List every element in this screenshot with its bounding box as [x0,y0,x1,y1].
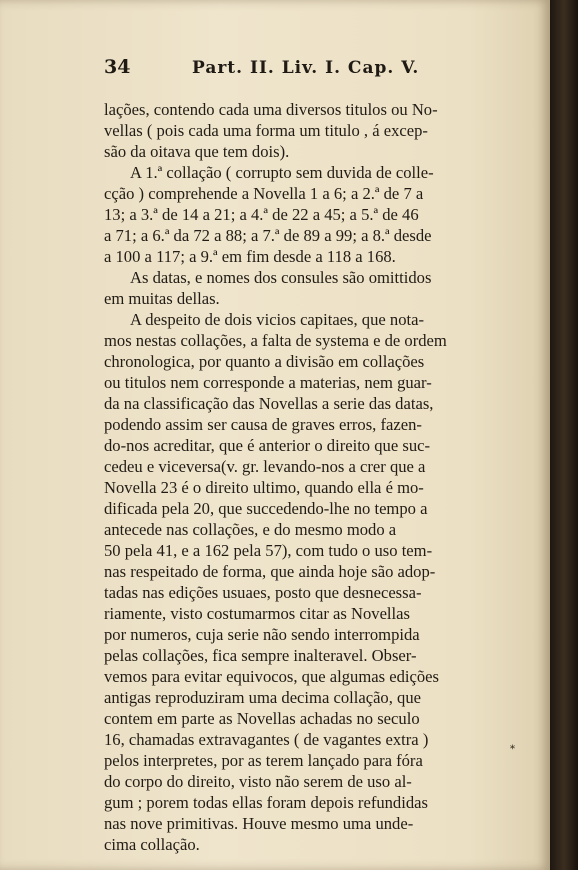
book-spine-edge [550,0,578,870]
text-line: pelas collações, fica sempre inalteravel. Obser- [104,646,417,665]
page-header [104,56,504,80]
text-line: A despeito de dois vicios capitaes, que nota- [130,310,425,329]
text-line: cção ) comprehende a Novella 1 a 6; a 2.ª de 7 a [104,184,424,203]
text-line: nas nove primitivas. Houve mesmo uma unde- [104,814,414,833]
text-line: 50 pela 41, e a 162 pela 57), com tudo o uso tem- [104,541,433,560]
text-line: contem em parte as Novellas achadas no seculo [104,709,420,728]
text-line: Novella 23 é o direito ultimo, quando ella é mo- [104,478,424,497]
text-line: cedeu e viceversa(v. gr. levando-nos a crer que a [104,457,426,476]
text-line: vellas ( pois cada uma forma um titulo , á excep- [104,121,428,140]
margin-asterisk: * [510,744,515,755]
body-text [104,99,486,855]
text-line: ou titulos nem corresponde a materias, nem guar- [104,373,432,392]
text-line: chronologica, por quanto a divisão em collações [104,352,425,371]
text-line: tadas nas edições usuaes, posto que desnecessa- [104,583,422,602]
text-line: antecede nas collações, e do mesmo modo a [104,520,397,539]
text-line: gum ; porem todas ellas foram depois refundidas [104,793,428,812]
text-line: riamente, visto costumarmos citar as Novellas [104,604,410,623]
text-line: pelos interpretes, por as terem lançado para fóra [104,751,423,770]
text-line: dificada pela 20, que succedendo-lhe no tempo a [104,499,428,518]
page-number: 34 [104,56,131,78]
text-line: A 1.ª collação ( corrupto sem duvida de colle- [130,163,434,182]
text-line: antigas reproduziram uma decima collação, que [104,688,421,707]
text-line: a 71; a 6.ª da 72 a 88; a 7.ª de 89 a 99; a 8.ª desde [104,226,432,245]
text-line: da na classificação das Novellas a serie das datas, [104,394,434,413]
text-line: lações, contendo cada uma diversos titulos ou No- [104,100,438,119]
running-title: Part. II. Liv. I. Cap. V. [192,58,420,78]
text-line: em muitas dellas. [104,289,220,308]
text-line: por numeros, cuja serie não sendo interrompida [104,625,420,644]
text-line: do corpo do direito, visto não serem de uso al- [104,772,412,791]
text-line: nas respeitado de forma, que ainda hoje são adop- [104,562,436,581]
text-line: do-nos acreditar, que é anterior o direito que suc- [104,436,431,455]
text-line: cima collação. [104,835,200,854]
text-line: mos nestas collações, a falta de systema e de ordem [104,331,447,350]
text-line: 16, chamadas extravagantes ( de vagantes extra ) [104,730,429,749]
text-line: As datas, e nomes dos consules são omittidos [130,268,432,287]
text-line: vemos para evitar equivocos, que algumas edições [104,667,439,686]
text-line: 13; a 3.ª de 14 a 21; a 4.ª de 22 a 45; a 5.ª de 46 [104,205,419,224]
text-line: são da oitava que tem dois). [104,142,290,161]
text-line: a 100 a 117; a 9.ª em fim desde a 118 a 168. [104,247,396,266]
text-line: podendo assim ser causa de graves erros, fazen- [104,415,422,434]
